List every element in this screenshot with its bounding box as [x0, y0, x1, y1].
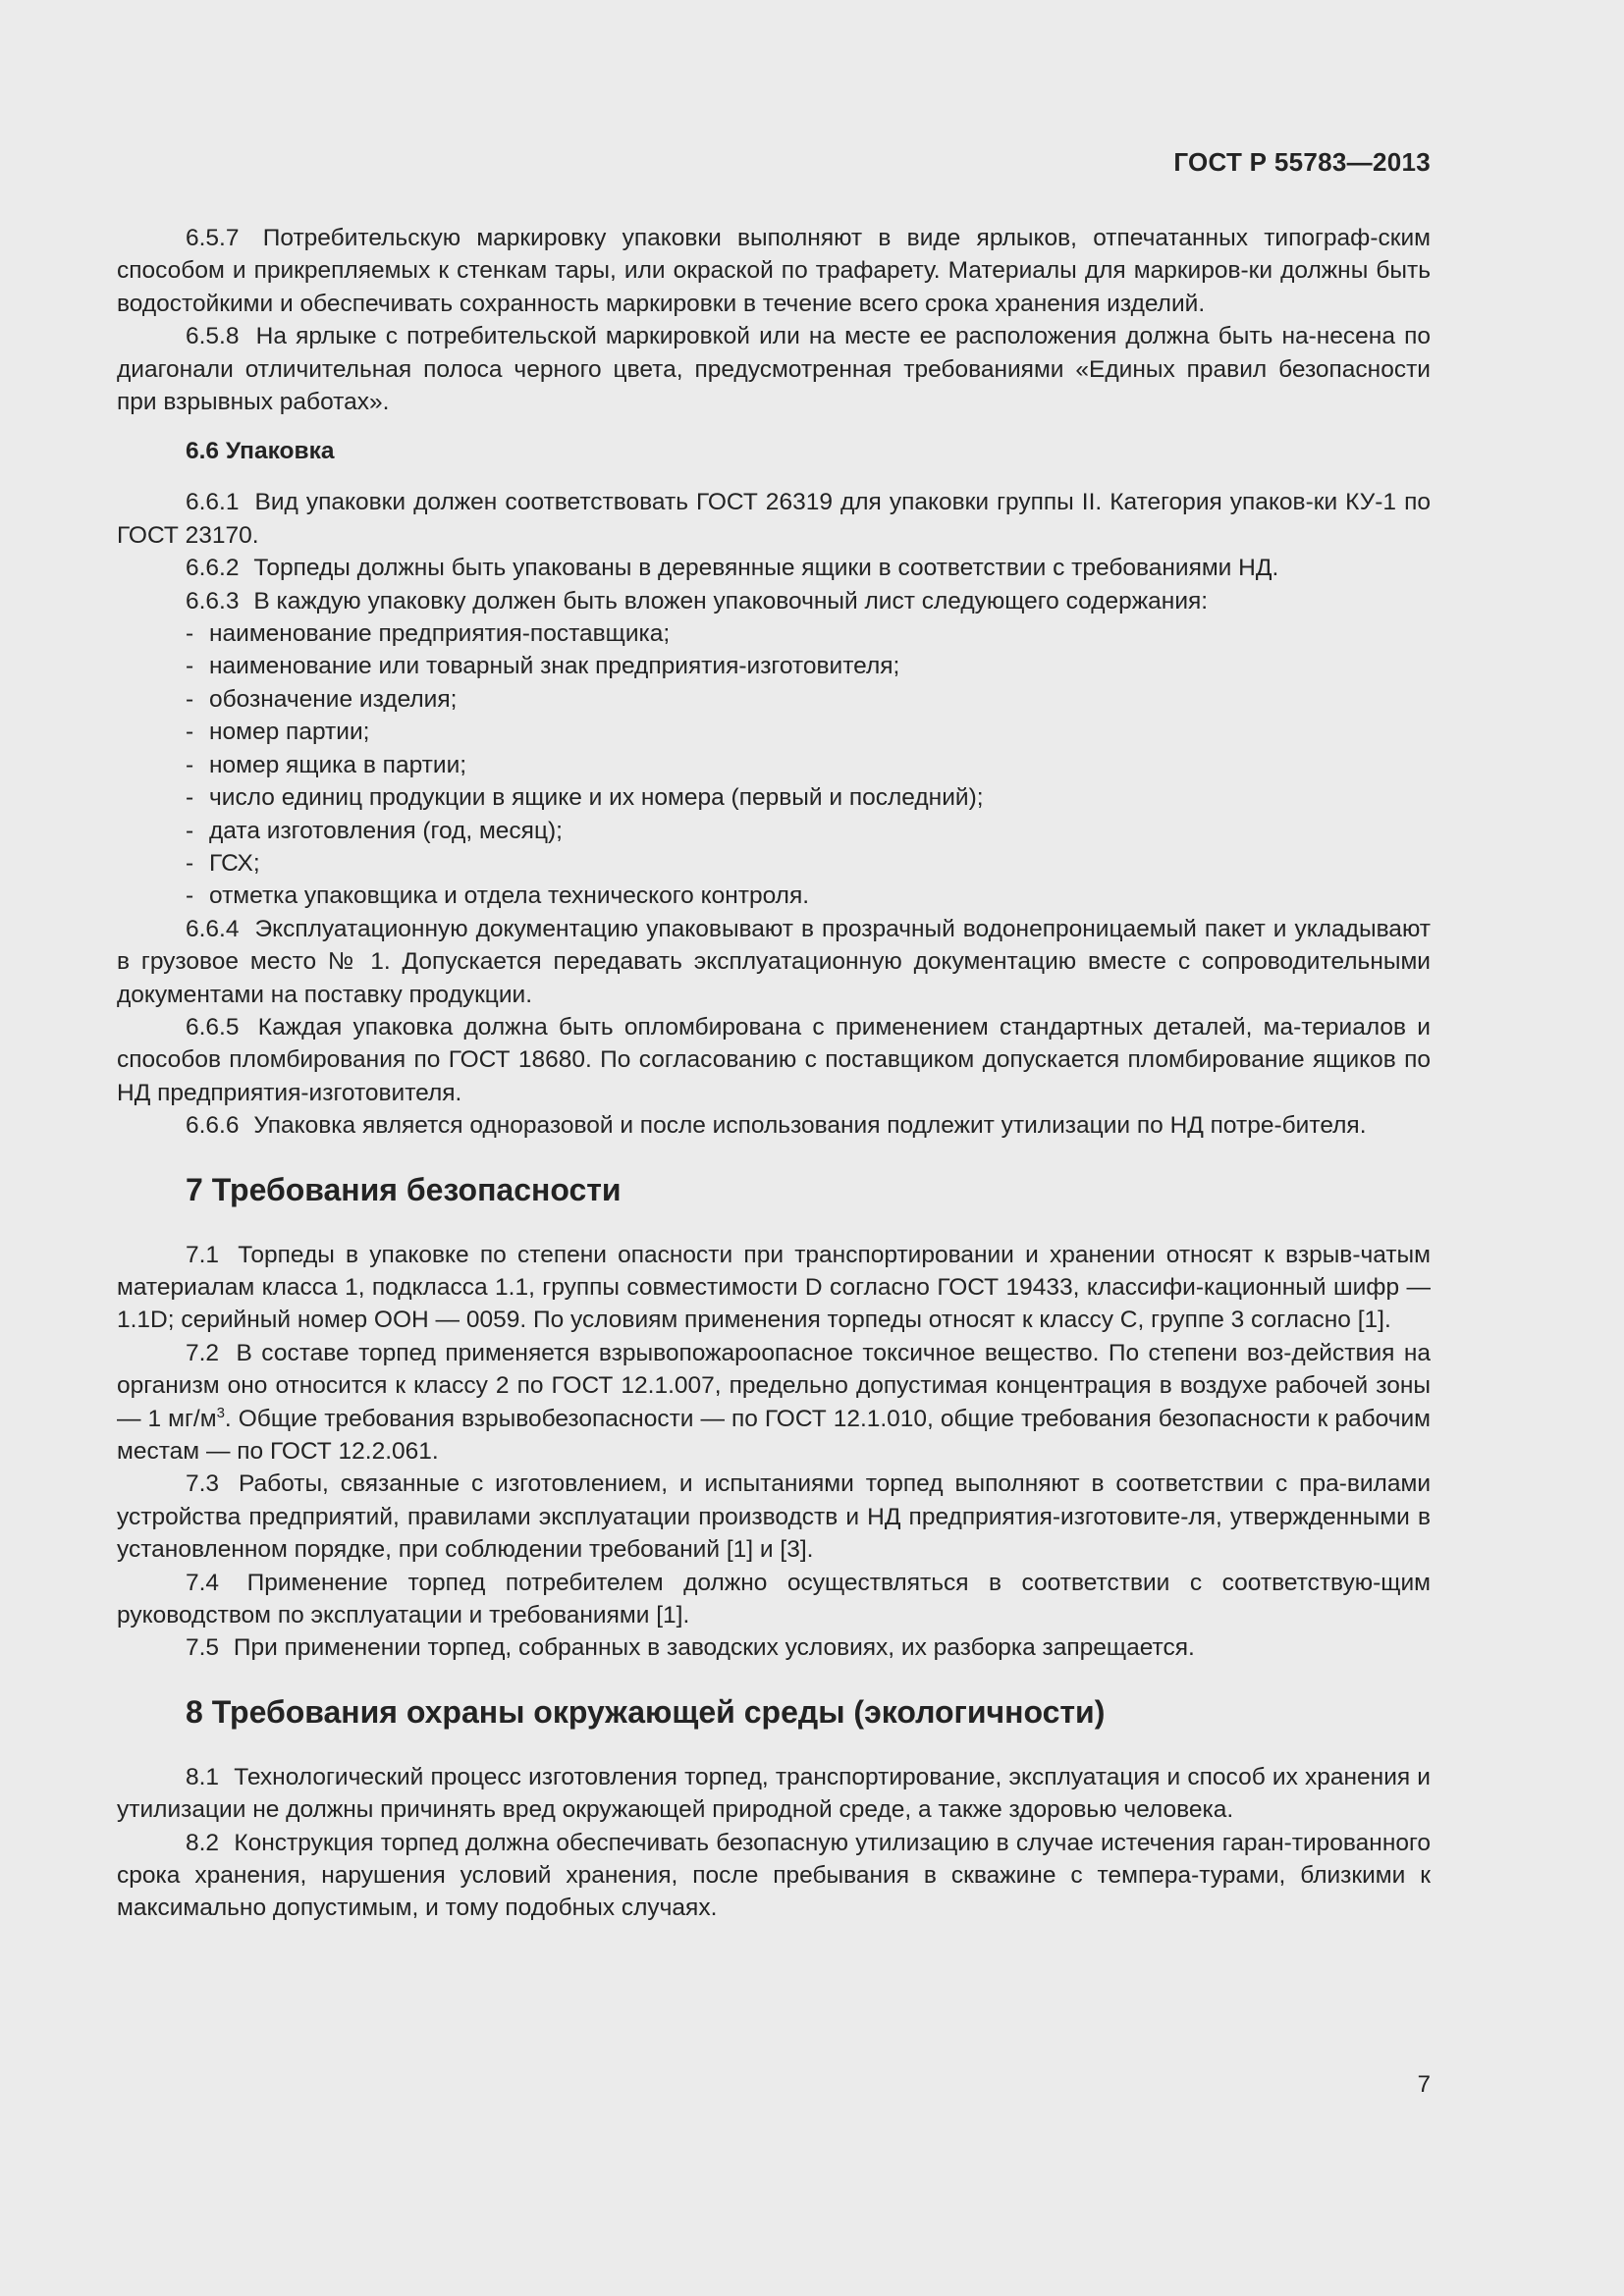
section-heading-7: 7 Требования безопасности	[186, 1171, 622, 1207]
list-item-text: ГСХ;	[209, 849, 260, 877]
paragraph-6-6-5	[117, 1011, 1431, 1109]
paragraph-text: Вид упаковки должен соответствовать ГОСТ 26319 для упаковки группы II. Категория упаков-ки КУ-1 по ГОСТ 23170.	[117, 489, 1431, 549]
list-item	[186, 781, 1431, 814]
paragraph-number: 6.5.8	[186, 323, 240, 350]
paragraph-number: 7.3	[186, 1470, 220, 1498]
list-marker: -	[186, 784, 194, 812]
paragraph-text: В составе торпед применяется взрывопожароопасное токсичное вещество. По степени воз-действия на организм оно относится к классу 2 по ГОСТ 12.1.007, предельно допустимая концентрация в воздухе рабочей зоны — 1 мг/м	[117, 1339, 1432, 1432]
list-marker: -	[186, 653, 194, 680]
list-marker: -	[186, 882, 194, 910]
paragraph-text: Эксплуатационную документацию упаковывают в прозрачный водонепроницаемый пакет и укладывают в грузовое место № 1. Допускается передавать эксплуатационную документацию вместе с сопроводительными документами на поставку продукции.	[117, 915, 1431, 1008]
paragraph-7-3	[117, 1468, 1431, 1566]
paragraph-6-6-2	[117, 552, 1431, 584]
list-item-text: номер ящика в партии;	[209, 751, 467, 778]
paragraph-number: 8.2	[186, 1829, 220, 1856]
paragraph-6-6-3	[117, 585, 1431, 617]
list-item	[186, 815, 1431, 847]
list-item-text: наименование предприятия-поставщика;	[209, 620, 671, 648]
paragraph-7-2	[117, 1337, 1431, 1468]
superscript: 3	[216, 1404, 225, 1421]
paragraph-number: 6.6.2	[186, 555, 240, 582]
list-marker: -	[186, 751, 194, 778]
list-item-text: дата изготовления (год, месяц);	[209, 817, 563, 844]
paragraph-text: Конструкция торпед должна обеспечивать безопасную утилизацию в случае истечения гаран-тированного срока хранения, нарушения условий хранения, после пребывания в скважине с темпера-турами, близкими к максимально допустимым, и тому подобных случаях.	[117, 1829, 1431, 1922]
list-item-text: отметка упаковщика и отдела технического контроля.	[209, 882, 810, 910]
paragraph-text: Каждая упаковка должна быть опломбирована с применением стандартных деталей, ма-териалов и способов пломбирования по ГОСТ 18680. По согласованию с поставщиком допускается пломбирование ящиков по НД предприятия-изготовителя.	[117, 1013, 1431, 1106]
document-header: ГОСТ Р 55783—2013	[1173, 147, 1431, 177]
paragraph-text: Торпеды в упаковке по степени опасности при транспортировании и хранении относят к взрыв-чатым материалам класса 1, подкласса 1.1, группы совместимости D согласно ГОСТ 19433, классифи-кационный шифр — 1.1D; серийный номер ООН — 0059. По условиям применения торпеды относят к классу С, группе 3 согласно [1].	[117, 1241, 1431, 1334]
paragraph-6-6-1	[117, 486, 1431, 552]
paragraph-number: 7.2	[186, 1339, 220, 1366]
list-item	[186, 683, 1431, 716]
paragraph-text: Применение торпед потребителем должно осуществляться в соответствии с соответствую-щим руководством по эксплуатации и требованиями [1].	[117, 1569, 1431, 1629]
paragraph-number: 6.6.5	[186, 1013, 240, 1041]
list-marker: -	[186, 685, 194, 713]
paragraph-number: 6.6.3	[186, 587, 240, 614]
packing-list	[117, 617, 1431, 913]
paragraph-8-1	[117, 1761, 1431, 1827]
list-marker: -	[186, 719, 194, 746]
paragraph-8-2	[117, 1827, 1431, 1925]
paragraph-number: 7.4	[186, 1569, 220, 1596]
list-item	[186, 847, 1431, 880]
list-item	[186, 650, 1431, 682]
paragraph-text: Работы, связанные с изготовлением, и испытаниями торпед выполняют в соответствии с пра-вилами устройства предприятий, правилами эксплуатации производств и НД предприятия-изготовите-ля, утвержденными в установленном порядке, при соблюдении требований [1] и [3].	[117, 1470, 1431, 1564]
paragraph-text: Торпеды должны быть упакованы в деревянные ящики в соответствии с требованиями НД.	[253, 555, 1279, 582]
paragraph-text: . Общие требования взрывобезопасности — по ГОСТ 12.1.010, общие требования безопасности к рабочим местам — по ГОСТ 12.2.061.	[117, 1405, 1432, 1465]
paragraph-number: 8.1	[186, 1763, 220, 1790]
list-item	[186, 749, 1431, 781]
paragraph-text: На ярлыке с потребительской маркировкой или на месте ее расположения должна быть на-несена по диагонали отличительная полоса черного цвета, предусмотренная требованиями «Единых правил безопасности при взрывных работах».	[117, 323, 1431, 416]
paragraph-7-4	[117, 1567, 1431, 1632]
page-number: 7	[1417, 2071, 1431, 2098]
paragraph-7-1	[117, 1239, 1431, 1337]
paragraph-6-5-7	[117, 222, 1431, 320]
paragraph-text: Потребительскую маркировку упаковки выполняют в виде ярлыков, отпечатанных типограф-ским способом и прикрепляемых к стенкам тары, или окраской по трафарету. Материалы для маркиров-ки должны быть водостойкими и обеспечивать сохранность маркировки в течение всего срока хранения изделий.	[117, 225, 1431, 317]
paragraph-number: 6.6.1	[186, 489, 240, 516]
list-item-text: наименование или товарный знак предприятия-изготовителя;	[209, 653, 900, 680]
document-body	[117, 222, 1431, 1925]
list-item-text: число единиц продукции в ящике и их номера (первый и последний);	[209, 784, 984, 812]
paragraph-7-5	[117, 1631, 1431, 1664]
list-item-text: номер партии;	[209, 719, 370, 746]
paragraph-number: 6.6.6	[186, 1112, 240, 1140]
paragraph-number: 7.1	[186, 1241, 220, 1268]
list-item	[186, 617, 1431, 650]
paragraph-6-6-6	[117, 1109, 1431, 1142]
list-marker: -	[186, 817, 194, 844]
paragraph-number: 6.5.7	[186, 225, 240, 251]
list-marker: -	[186, 620, 194, 648]
paragraph-number: 7.5	[186, 1634, 220, 1662]
list-item	[186, 716, 1431, 748]
paragraph-number: 6.6.4	[186, 915, 240, 942]
list-item	[186, 880, 1431, 912]
section-heading-8: 8 Требования охраны окружающей среды (экологичности)	[186, 1693, 1106, 1730]
paragraph-6-5-8	[117, 320, 1431, 418]
paragraph-6-6-4	[117, 913, 1431, 1011]
list-item-text: обозначение изделия;	[209, 685, 458, 713]
paragraph-text: При применении торпед, собранных в заводских условиях, их разборка запрещается.	[233, 1634, 1195, 1662]
paragraph-text: В каждую упаковку должен быть вложен упаковочный лист следующего содержания:	[253, 587, 1209, 614]
paragraph-text: Технологический процесс изготовления торпед, транспортирование, эксплуатация и способ их хранения и утилизации не должны причинять вред окружающей природной среде, а также здоровью человека.	[117, 1763, 1431, 1824]
subsection-heading-6-6: 6.6 Упаковка	[186, 438, 335, 465]
paragraph-text: Упаковка является одноразовой и после использования подлежит утилизации по НД потре-бителя.	[253, 1112, 1367, 1140]
list-marker: -	[186, 849, 194, 877]
